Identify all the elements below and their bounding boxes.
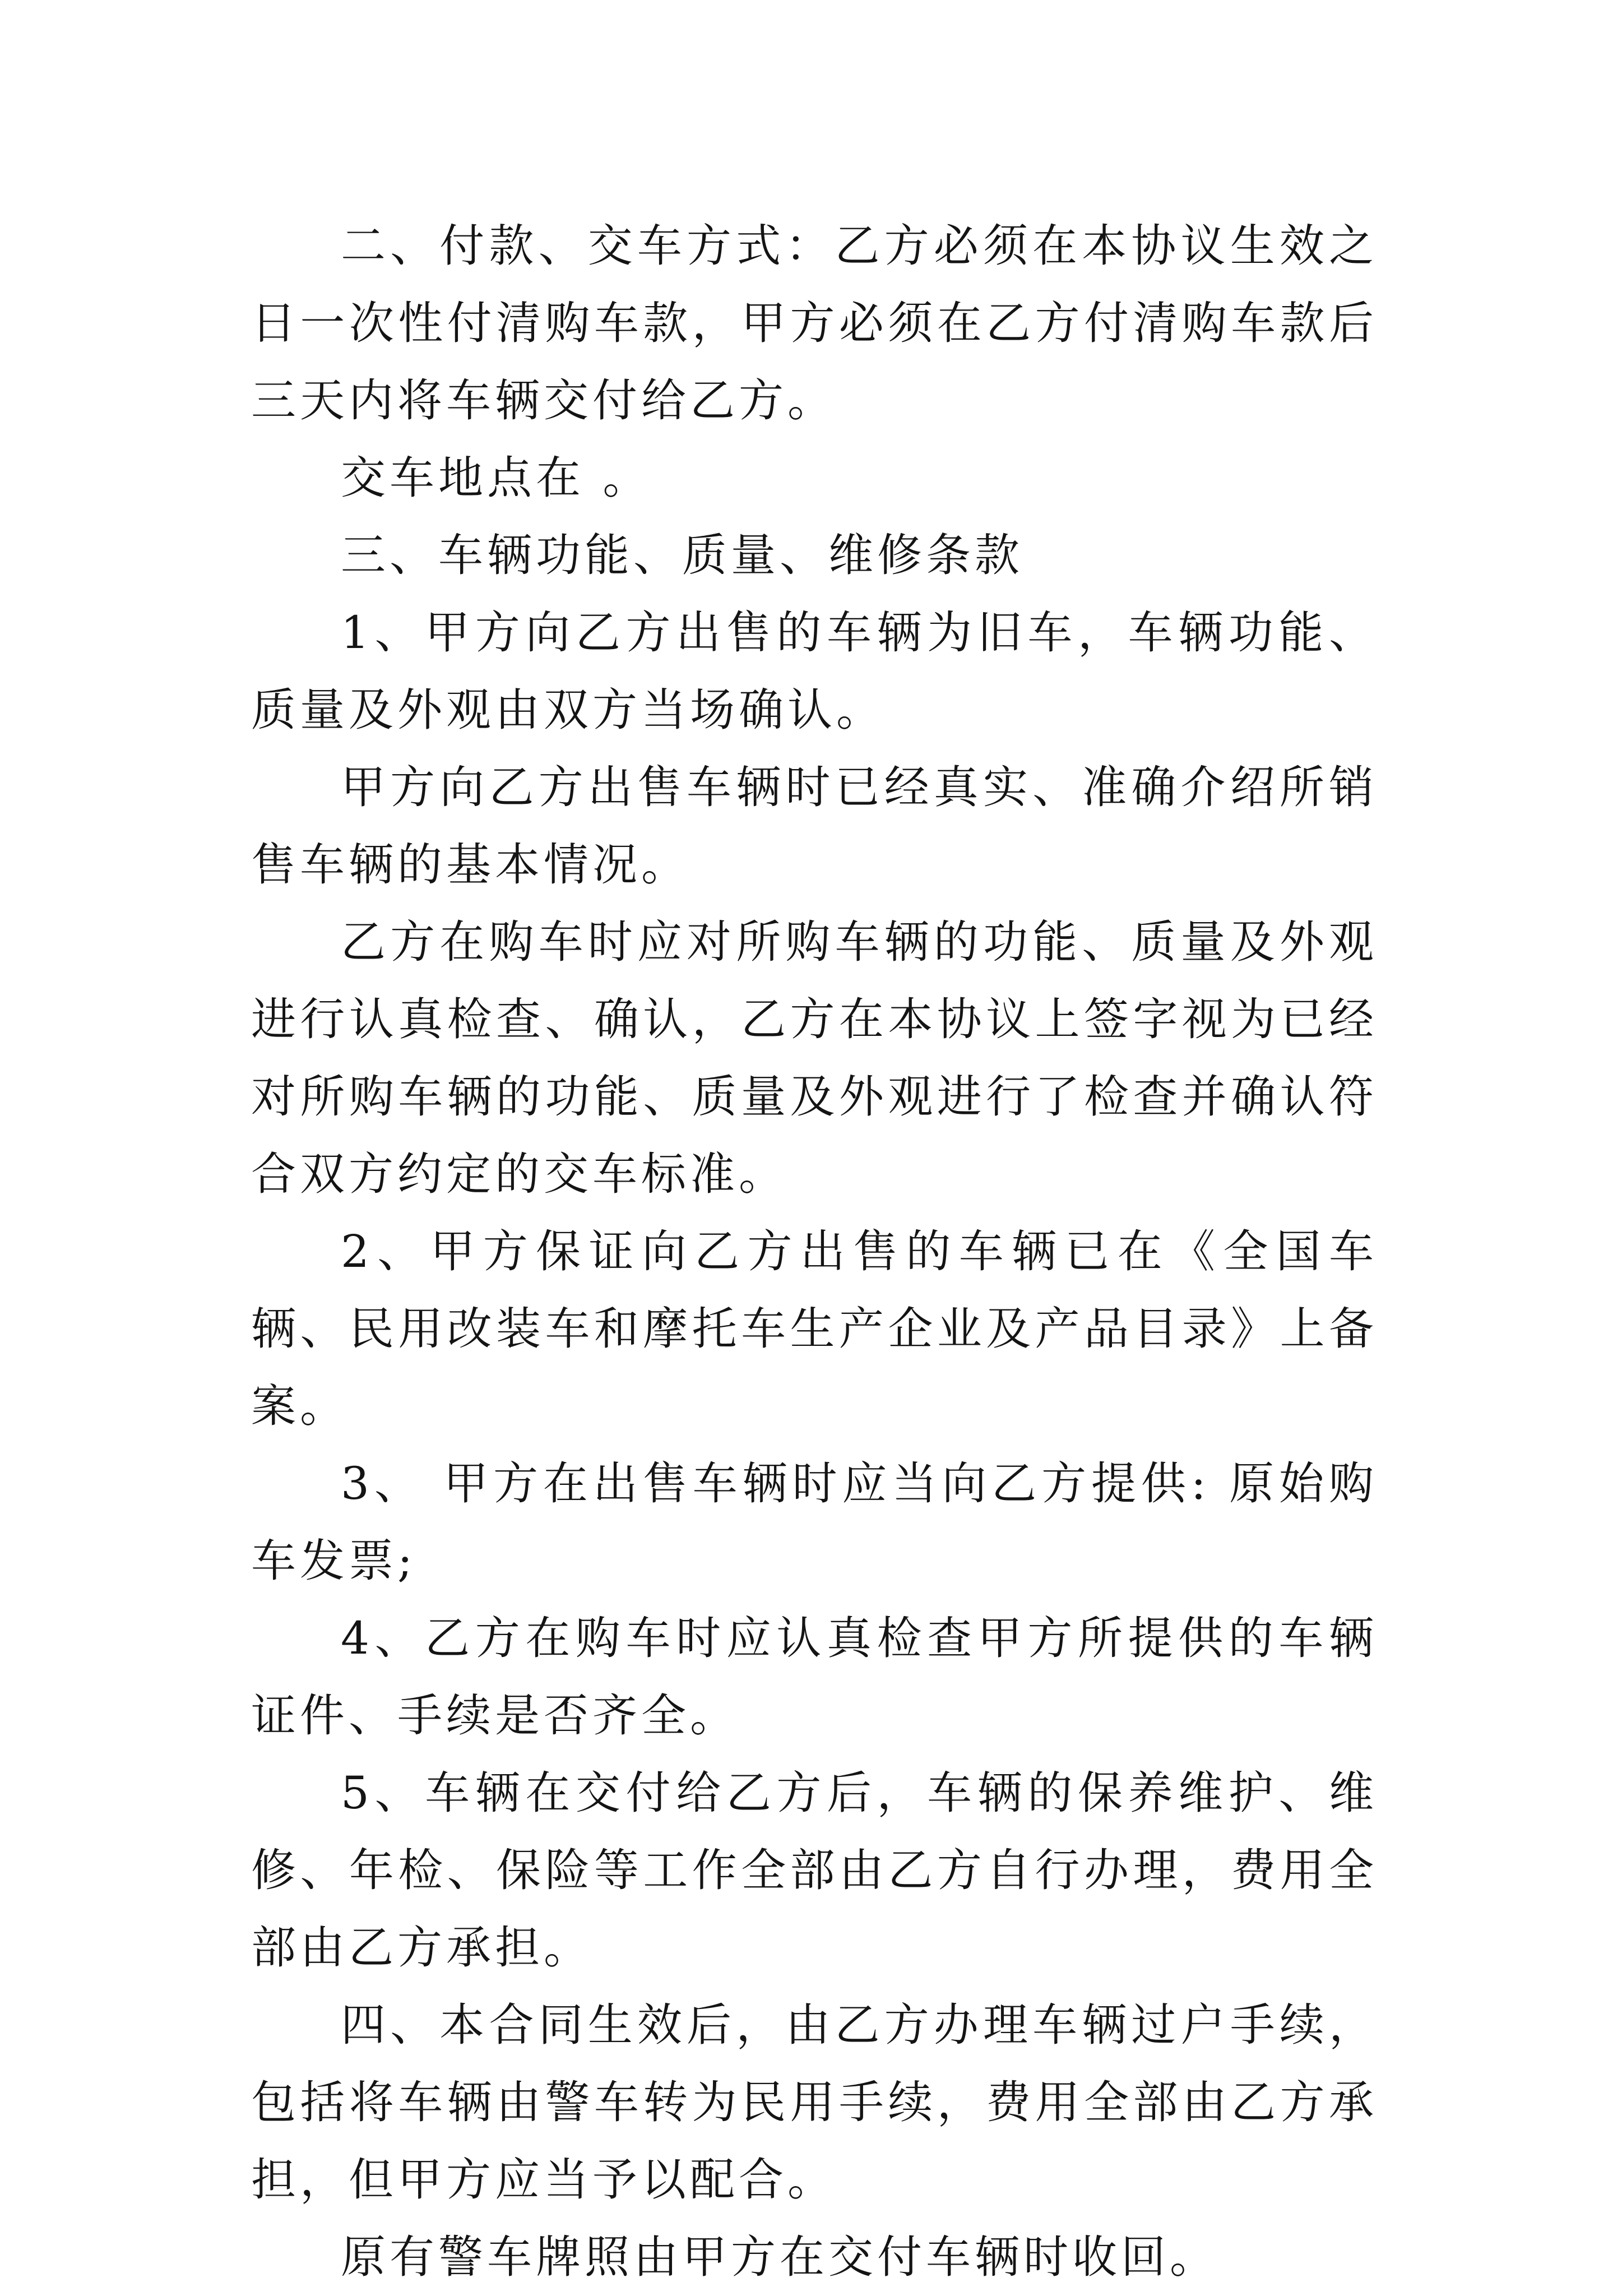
paragraph-transfer: 四、本合同生效后，由乙方办理车辆过户手续，包括将车辆由警车转为民用手续，费用全部由乙方承担，但甲方应当予以配合。	[251, 1999, 1378, 2206]
paragraph-buyer-inspection: 乙方在购车时应对所购车辆的功能、质量及外观进行认真检查、确认，乙方在本协议上签字视为已经对所购车辆的功能、质量及外观进行了检查并确认符合双方约定的交车标准。	[251, 916, 1378, 1200]
contract-body	[251, 207, 1378, 2296]
paragraph-seller-disclosure: 甲方向乙方出售车辆时已经真实、准确介绍所销售车辆的基本情况。	[251, 761, 1378, 891]
paragraph-payment-delivery: 二、付款、交车方式：乙方必须在本协议生效之日一次性付清购车款，甲方必须在乙方付清购车款后三天内将车辆交付给乙方。	[251, 220, 1378, 427]
paragraph-clause-4: 4、乙方在购车时应认真检查甲方所提供的车辆证件、手续是否齐全。	[251, 1612, 1378, 1742]
paragraph-clause-1: 1、甲方向乙方出售的车辆为旧车，车辆功能、质量及外观由双方当场确认。	[251, 607, 1378, 736]
paragraph-plate-return: 原有警车牌照由甲方在交付车辆时收回。	[341, 2231, 1218, 2283]
paragraph-clause-2: 2、甲方保证向乙方出售的车辆已在《全国车辆、民用改装车和摩托车生产企业及产品目录》上备案。	[251, 1225, 1378, 1432]
section-heading-vehicle-terms: 三、车辆功能、质量、维修条款	[341, 529, 1023, 581]
paragraph-delivery-location: 交车地点在 。	[341, 452, 652, 504]
paragraph-clause-5: 5、车辆在交付给乙方后，车辆的保养维护、维修、年检、保险等工作全部由乙方自行办理，费用全部由乙方承担。	[251, 1767, 1378, 1974]
paragraph-clause-3: 3、 甲方在出售车辆时应当向乙方提供: 原始购车发票;	[251, 1457, 1378, 1587]
